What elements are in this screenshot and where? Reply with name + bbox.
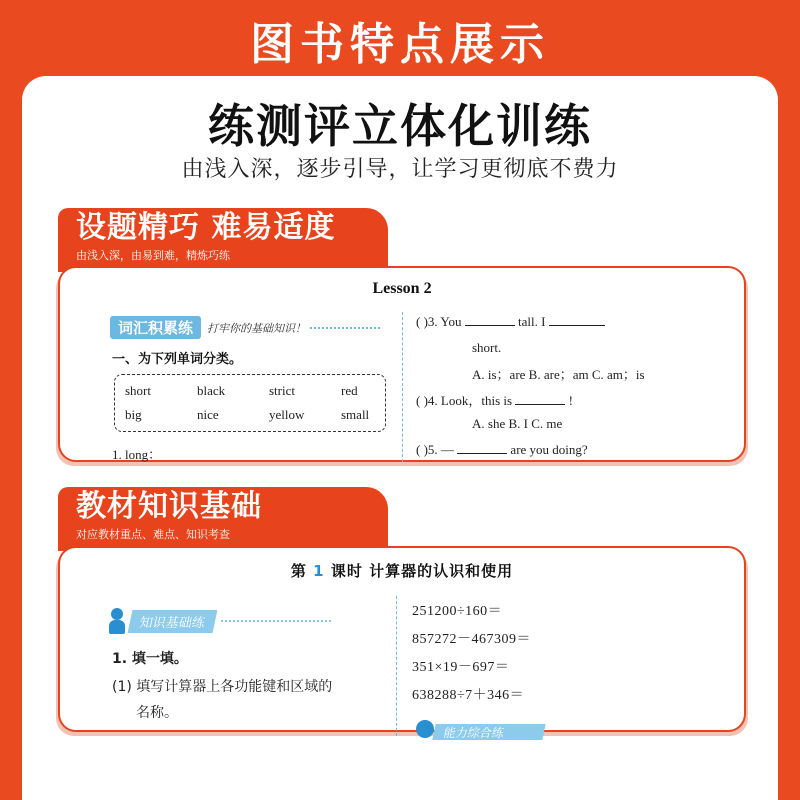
calc-item: 638288÷7＋346＝ <box>412 688 525 703</box>
banner-title: 图书特点展示 <box>250 19 550 70</box>
vocab-badge-tagline: 打牢你的基础知识！ <box>207 322 307 335</box>
dotted-rule <box>221 620 331 622</box>
question-3 <box>416 314 605 330</box>
question-5-end: are you doing? <box>510 442 588 457</box>
calc-item: 251200÷160＝ <box>412 604 503 619</box>
question-heading: 一、为下列单词分类。 <box>112 352 243 367</box>
word: black <box>197 383 226 398</box>
question-1: 1. 填一填。 <box>112 651 188 667</box>
question-1-part-1-end: 名称。 <box>136 705 178 721</box>
question-5 <box>416 442 588 458</box>
question-3-mid: tall. I <box>518 314 546 329</box>
section2-tab-title: 教材知识基础 <box>76 489 262 524</box>
question-4-options: A. she B. I C. me <box>472 416 563 431</box>
figure-icon <box>416 720 434 738</box>
question-4-start: ( )4. Look，this is <box>416 393 513 408</box>
word: short <box>125 383 151 398</box>
section2-tab-subtitle: 对应教材重点、难点、知识考查 <box>76 528 230 541</box>
answer-line: 1. long： <box>112 447 162 462</box>
banner <box>0 0 800 80</box>
lesson-prefix: 第 <box>290 562 307 580</box>
section1-card <box>58 266 746 462</box>
word: big <box>125 407 142 422</box>
hero-title: 练测评立体化训练 <box>208 99 592 153</box>
dotted-rule <box>310 327 380 329</box>
question-1-part-1: (1) 填写计算器上各功能键和区域的 <box>112 679 333 695</box>
column-divider <box>396 596 397 736</box>
word: nice <box>197 407 219 422</box>
vocab-badge <box>110 316 380 339</box>
word: yellow <box>269 407 305 422</box>
question-3-options: A. is；are B. are；am C. am；is <box>472 367 645 382</box>
lesson-suffix: 课时 计算器的认识和使用 <box>330 562 514 580</box>
lesson-number: 1 <box>313 562 325 580</box>
next-section-badge: 能力综合练 <box>432 724 545 740</box>
word-box <box>114 374 386 432</box>
hero-subtitle: 由浅入深，逐步引导，让学习更彻底不费力 <box>181 157 619 182</box>
vocab-badge-label: 词汇积累练 <box>110 316 201 339</box>
question-5-start: ( )5. — <box>416 442 454 457</box>
knowledge-badge <box>106 608 331 634</box>
figure-icon <box>106 608 128 634</box>
word: small <box>341 407 370 422</box>
question-4-end: ! <box>568 393 573 408</box>
lesson-title <box>60 560 744 581</box>
calc-item: 351×19－697＝ <box>412 660 510 675</box>
calc-item: 857272－467309＝ <box>412 632 531 647</box>
lesson-title: Lesson 2 <box>372 280 432 297</box>
question-3-start: ( )3. You <box>416 314 462 329</box>
section1-tab-title: 设题精巧 难易适度 <box>76 210 336 245</box>
word: strict <box>269 383 295 398</box>
section2-tab <box>58 487 388 551</box>
question-4 <box>416 390 573 409</box>
answer-blank[interactable] <box>465 314 515 326</box>
answer-blank[interactable] <box>549 314 605 326</box>
section1-tab-subtitle: 由浅入深，由易到难，精炼巧练 <box>76 249 230 262</box>
answer-blank[interactable] <box>515 393 565 405</box>
section1-tab <box>58 208 388 272</box>
word: red <box>341 383 358 398</box>
section2-card <box>58 546 746 740</box>
column-divider <box>402 312 403 462</box>
question-3-end: short. <box>472 340 502 355</box>
knowledge-badge-label: 知识基础练 <box>128 610 218 633</box>
answer-blank[interactable] <box>457 442 507 454</box>
